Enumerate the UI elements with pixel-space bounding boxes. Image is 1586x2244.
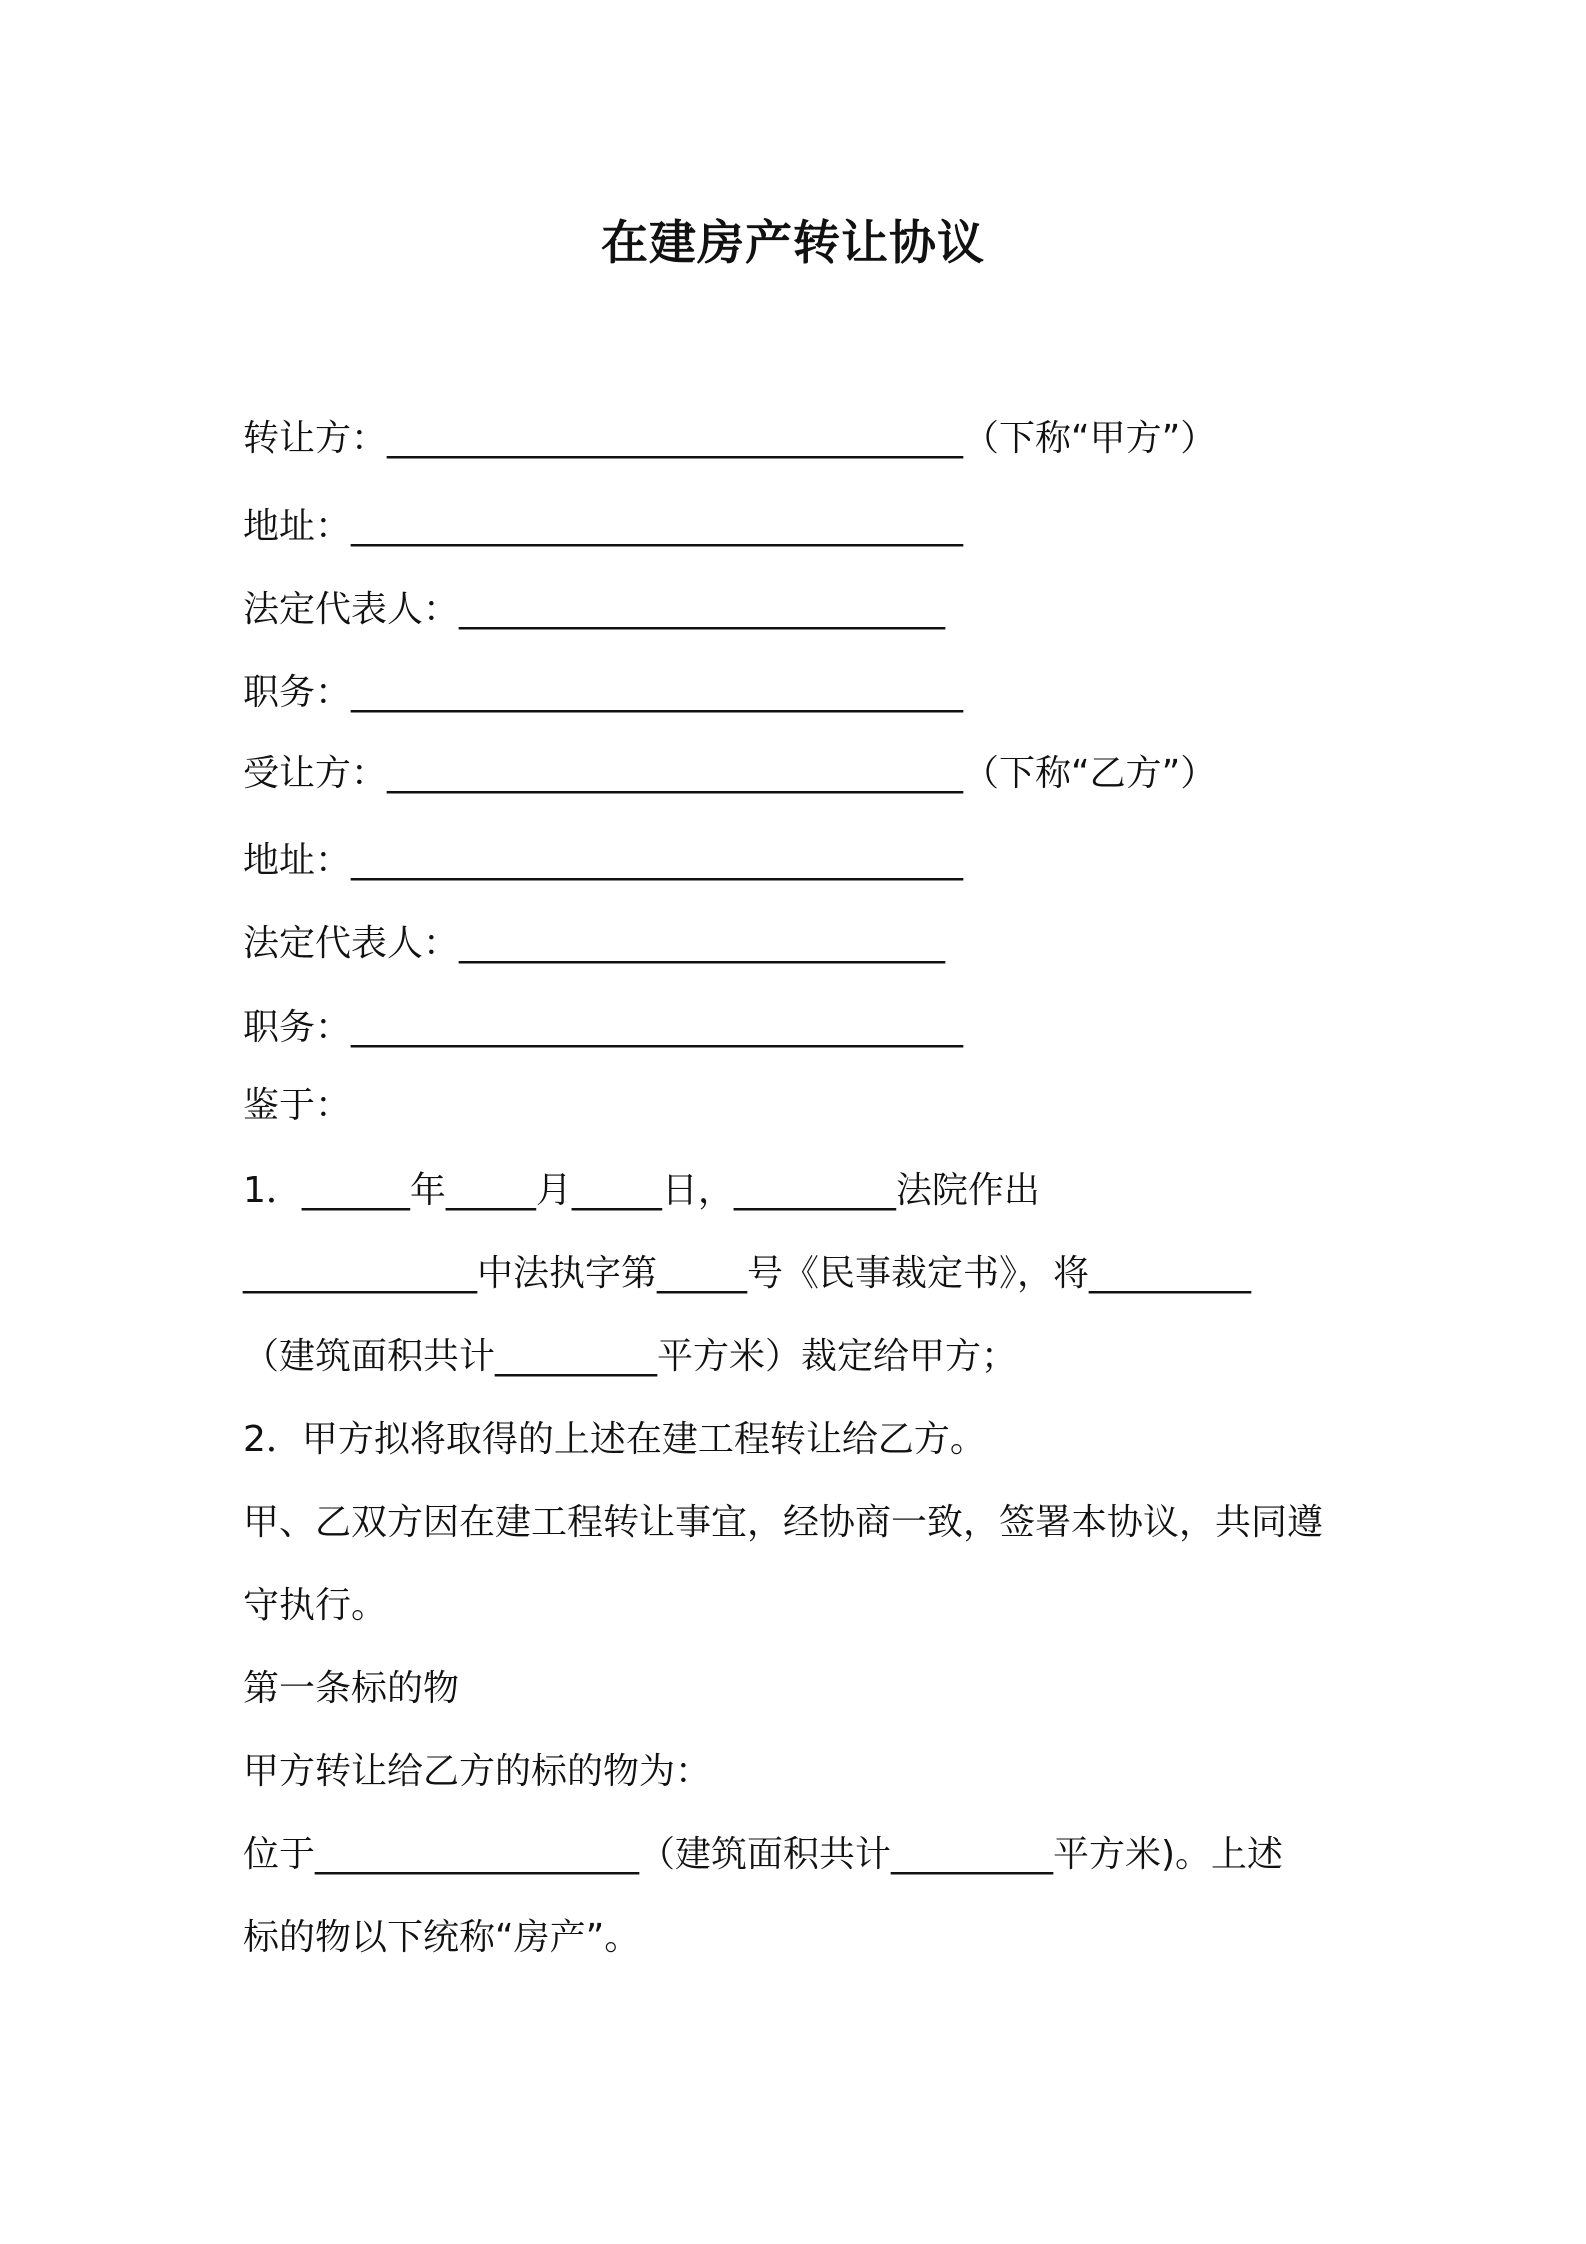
transferor-address-line: 地址：__________________________________ xyxy=(243,506,964,547)
article-1-location-line-2: 标的物以下统称“房产”。 xyxy=(243,1917,641,1958)
article-1-location-line-1: 位于__________________（建筑面积共计_________平方米)。上述 xyxy=(243,1834,1284,1875)
recital-1-line-3: （建筑面积共计_________平方米）裁定给甲方； xyxy=(243,1336,1018,1377)
transferor-line: 转让方：________________________________（下称“甲方”） xyxy=(243,418,1217,459)
recital-2: 2．甲方拟将取得的上述在建工程转让给乙方。 xyxy=(243,1419,986,1460)
article-1-heading: 第一条标的物 xyxy=(243,1668,460,1709)
transferee-representative-line: 法定代表人：___________________________ xyxy=(243,923,946,964)
recital-1-line-1: 1．______年_____月_____日，_________法院作出 xyxy=(243,1170,1040,1211)
document-title: 在建房产转让协议 xyxy=(601,216,985,271)
transferee-line: 受让方：________________________________（下称“乙方”） xyxy=(243,753,1217,794)
article-1-intro: 甲方转让给乙方的标的物为： xyxy=(243,1751,712,1792)
recital-1-line-2: _____________中法执字第_____号《民事裁定书》，将_________ xyxy=(243,1253,1252,1294)
transferor-representative-line: 法定代表人：___________________________ xyxy=(243,589,946,630)
agreement-clause-line-1: 甲、乙双方因在建工程转让事宜，经协商一致，签署本协议，共同遵 xyxy=(243,1502,1324,1543)
transferee-position-line: 职务：__________________________________ xyxy=(243,1007,964,1048)
agreement-clause-line-2: 守执行。 xyxy=(243,1585,388,1626)
transferor-position-line: 职务：__________________________________ xyxy=(243,672,964,713)
whereas-heading: 鉴于： xyxy=(243,1085,352,1126)
transferee-address-line: 地址：__________________________________ xyxy=(243,840,964,881)
